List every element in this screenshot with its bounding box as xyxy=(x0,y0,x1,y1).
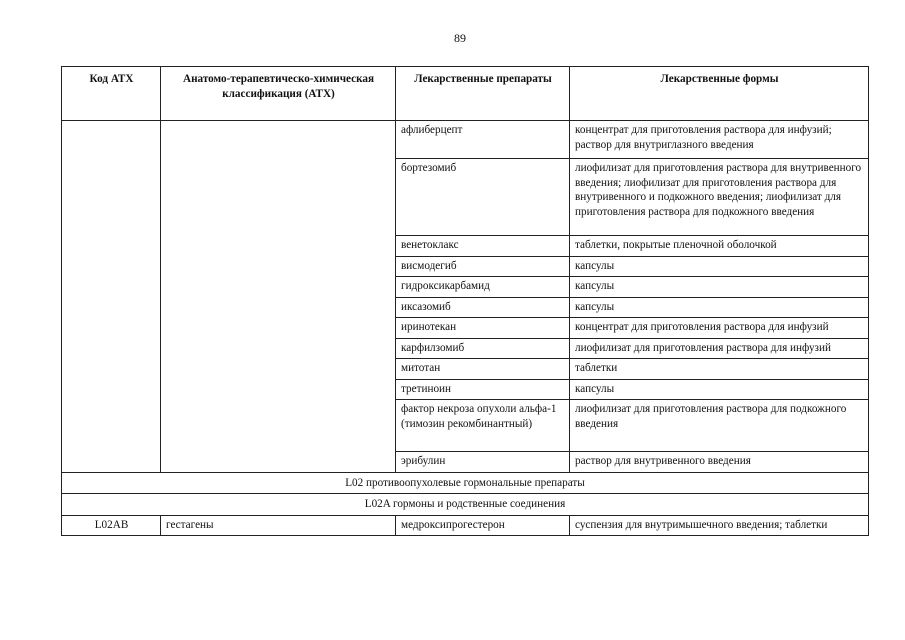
drug-cell: третиноин xyxy=(396,379,570,400)
table-row xyxy=(62,515,869,536)
drug-cell: гидроксикарбамид xyxy=(396,277,570,298)
forms-cell: лиофилизат для приготовления раствора для инфузий xyxy=(570,338,869,359)
atx-code-cell: L02AB xyxy=(62,515,161,536)
drug-cell: иксазомиб xyxy=(396,297,570,318)
forms-cell: капсулы xyxy=(570,297,869,318)
header-atx-code: Код АТХ xyxy=(62,67,161,121)
forms-cell: таблетки xyxy=(570,359,869,380)
header-row xyxy=(62,67,869,121)
drug-cell: висмодегиб xyxy=(396,256,570,277)
forms-cell: концентрат для приготовления раствора для инфузий; раствор для внутриглазного введения xyxy=(570,121,869,159)
drug-cell: карфилзомиб xyxy=(396,338,570,359)
forms-cell: концентрат для приготовления раствора для инфузий xyxy=(570,318,869,339)
forms-cell: капсулы xyxy=(570,277,869,298)
header-drugs: Лекарственные препараты xyxy=(396,67,570,121)
drug-cell: бортезомиб xyxy=(396,159,570,236)
forms-cell: лиофилизат для приготовления раствора для внутривенного введения; лиофилизат для приготовления раствора для внутривенного и подкожного введения; лиофилизат для приготовления раствора для подкожного введения xyxy=(570,159,869,236)
section-row xyxy=(62,494,869,516)
drug-cell: эрибулин xyxy=(396,452,570,473)
atx-table xyxy=(61,66,869,536)
section-row xyxy=(62,472,869,494)
drug-cell: афлиберцепт xyxy=(396,121,570,159)
forms-cell: капсулы xyxy=(570,379,869,400)
section-heading-l02a: L02A гормоны и родственные соединения xyxy=(62,494,869,516)
forms-cell: раствор для внутривенного введения xyxy=(570,452,869,473)
drug-cell: митотан xyxy=(396,359,570,380)
drug-cell: медроксипрогестерон xyxy=(396,515,570,536)
header-atx-classification: Анатомо-терапевтическо-химическая классификация (АТХ) xyxy=(161,67,396,121)
table-body xyxy=(62,121,869,536)
table-header xyxy=(62,67,869,121)
forms-cell: капсулы xyxy=(570,256,869,277)
drug-cell: фактор некроза опухоли альфа-1 (тимозин рекомбинантный) xyxy=(396,400,570,452)
header-dosage-forms: Лекарственные формы xyxy=(570,67,869,121)
table-row xyxy=(62,121,869,159)
drug-cell: иринотекан xyxy=(396,318,570,339)
forms-cell: лиофилизат для приготовления раствора для подкожного введения xyxy=(570,400,869,452)
forms-cell: суспензия для внутримышечного введения; таблетки xyxy=(570,515,869,536)
page-number: 89 xyxy=(454,31,466,45)
atx-cell-empty xyxy=(161,121,396,473)
section-heading-l02: L02 противоопухолевые гормональные препараты xyxy=(62,472,869,494)
drug-cell: венетоклакс xyxy=(396,236,570,257)
code-cell-empty xyxy=(62,121,161,473)
forms-cell: таблетки, покрытые пленочной оболочкой xyxy=(570,236,869,257)
atx-classification-cell: гестагены xyxy=(161,515,396,536)
